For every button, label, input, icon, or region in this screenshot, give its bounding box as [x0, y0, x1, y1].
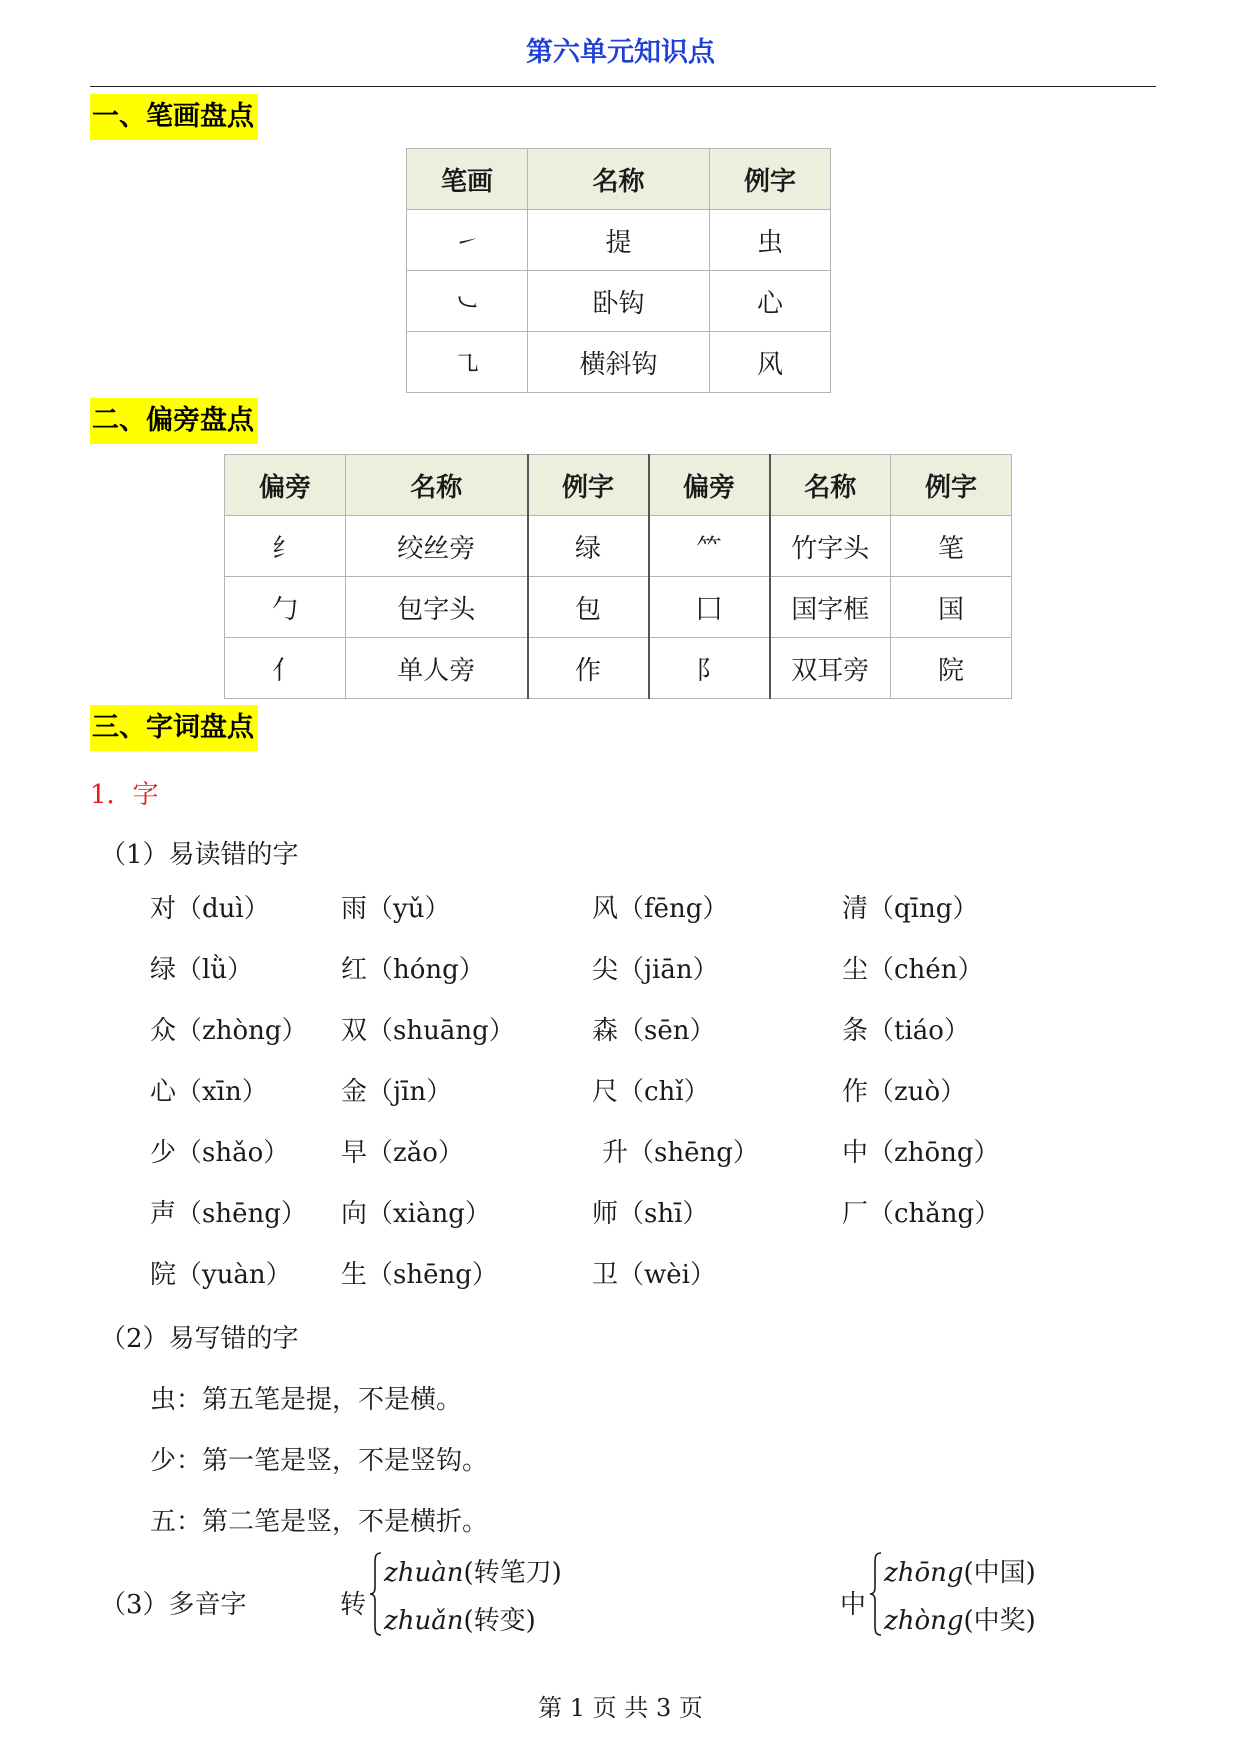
radical-cell: ⺮	[649, 516, 770, 577]
pinyin-entry: 清（qīng）	[842, 894, 979, 924]
writing-note: 少：第一笔是竖，不是竖钩。	[150, 1446, 489, 1476]
radical-cell: 囗	[649, 577, 770, 638]
pinyin-entry: 生（shēng）	[341, 1260, 498, 1290]
table-row	[407, 332, 831, 393]
section-heading-words: 三、字词盘点	[90, 705, 258, 751]
writing-note: 五：第二笔是竖，不是横折。	[150, 1507, 489, 1537]
stroke-name-cell: 横斜钩	[528, 332, 710, 393]
section-heading-strokes: 一、笔画盘点	[90, 94, 258, 140]
easy-read-title: （1）易读错的字	[100, 840, 299, 870]
pinyin-entry: 卫（wèi）	[592, 1260, 716, 1290]
example-char-cell: 作	[528, 638, 649, 699]
list-item	[150, 1254, 1050, 1315]
radical-name-cell: 国字框	[770, 577, 891, 638]
header-divider	[90, 86, 1156, 87]
radical-cell: 勹	[225, 577, 346, 638]
pinyin: zhuǎn	[384, 1606, 464, 1636]
pinyin-entry: 对（duì）	[150, 894, 270, 924]
easy-read-grid	[150, 888, 1050, 1315]
example-char-cell: 虫	[710, 210, 831, 271]
pinyin-entry: 升（shēng）	[602, 1138, 759, 1168]
pinyin-entry: 条（tiáo）	[842, 1016, 970, 1046]
pinyin-entry: 森（sēn）	[592, 1016, 716, 1046]
column-header: 例字	[528, 455, 649, 516]
table-header-row	[225, 455, 1012, 516]
table-row	[225, 516, 1012, 577]
pinyin-entry: 尺（chǐ）	[592, 1077, 710, 1107]
radicals-table	[224, 454, 1012, 699]
table-row	[225, 577, 1012, 638]
example-char-cell: 绿	[528, 516, 649, 577]
page-title: 第六单元知识点	[526, 37, 715, 68]
list-item	[150, 1010, 1050, 1071]
polyphonic-title: （3）多音字	[100, 1590, 247, 1620]
example-word: (转变)	[463, 1606, 536, 1636]
pinyin-entry: 院（yuàn）	[150, 1260, 292, 1290]
radical-cell: 亻	[225, 638, 346, 699]
pinyin-entry: 向（xiàng）	[341, 1199, 491, 1229]
pinyin: zhōng	[884, 1558, 964, 1588]
strokes-table	[406, 148, 831, 393]
example-char-cell: 院	[891, 638, 1012, 699]
pinyin-entry: 少（shǎo）	[150, 1138, 290, 1168]
example-char-cell: 包	[528, 577, 649, 638]
pinyin: zhòng	[884, 1606, 964, 1636]
list-item	[150, 1132, 1050, 1193]
reading-line	[884, 1552, 1036, 1589]
example-word: (中国)	[963, 1558, 1036, 1588]
pinyin-entry: 厂（chǎng）	[842, 1199, 1001, 1229]
column-header: 名称	[770, 455, 891, 516]
example-char-cell: 笔	[891, 516, 1012, 577]
brace-icon	[370, 1552, 382, 1636]
list-item	[150, 1193, 1050, 1254]
column-header: 例字	[891, 455, 1012, 516]
column-header: 偏旁	[649, 455, 770, 516]
pinyin-entry: 雨（yǔ）	[341, 894, 451, 924]
reading-line	[884, 1600, 1036, 1637]
column-header: 笔画	[407, 149, 528, 210]
stroke-name-cell: 提	[528, 210, 710, 271]
radical-name-cell: 绞丝旁	[346, 516, 528, 577]
stroke-name-cell: 卧钩	[528, 271, 710, 332]
list-item	[150, 1071, 1050, 1132]
column-header: 名称	[346, 455, 528, 516]
column-header: 例字	[710, 149, 831, 210]
example-char-cell: 国	[891, 577, 1012, 638]
stroke-cell: ㇀	[407, 210, 528, 271]
pinyin-entry: 早（zǎo）	[341, 1138, 464, 1168]
pinyin-entry: 红（hóng）	[341, 955, 485, 985]
pinyin-entry: 声（shēng）	[150, 1199, 307, 1229]
example-char-cell: 心	[710, 271, 831, 332]
reading-line	[384, 1552, 562, 1589]
table-row	[407, 271, 831, 332]
pinyin-entry: 尖（jiān）	[592, 955, 719, 985]
pinyin-entry: 双（shuāng）	[341, 1016, 515, 1046]
pinyin-entry: 中（zhōng）	[842, 1138, 1000, 1168]
radical-name-cell: 单人旁	[346, 638, 528, 699]
column-header: 偏旁	[225, 455, 346, 516]
example-char-cell: 风	[710, 332, 831, 393]
polyphonic-char: 中	[840, 1590, 867, 1620]
easy-write-title: （2）易写错的字	[100, 1324, 299, 1354]
pinyin-entry: 作（zuò）	[842, 1077, 967, 1107]
example-word: (中奖)	[963, 1606, 1036, 1636]
page-number: 第 1 页 共 3 页	[538, 1694, 703, 1722]
pinyin-entry: 师（shī）	[592, 1199, 709, 1229]
pinyin-entry: 心（xīn）	[150, 1077, 268, 1107]
radical-name-cell: 包字头	[346, 577, 528, 638]
subheading-characters: 1．字	[90, 780, 159, 810]
writing-note: 虫：第五笔是提，不是横。	[150, 1385, 463, 1415]
polyphonic-char: 转	[340, 1590, 367, 1620]
table-row	[225, 638, 1012, 699]
radical-name-cell: 双耳旁	[770, 638, 891, 699]
table-header-row	[407, 149, 831, 210]
column-header: 名称	[528, 149, 710, 210]
pinyin-entry: 风（fēng）	[592, 894, 729, 924]
pinyin-entry: 众（zhòng）	[150, 1016, 308, 1046]
example-word: (转笔刀)	[463, 1558, 562, 1588]
pinyin-entry: 绿（lǜ）	[150, 955, 254, 985]
table-row	[407, 210, 831, 271]
stroke-cell: ㇃	[407, 271, 528, 332]
pinyin: zhuàn	[384, 1558, 464, 1588]
pinyin-entry: 金（jīn）	[341, 1077, 453, 1107]
brace-icon	[870, 1552, 882, 1636]
list-item	[150, 949, 1050, 1010]
radical-name-cell: 竹字头	[770, 516, 891, 577]
pinyin-entry: 尘（chén）	[842, 955, 984, 985]
section-heading-radicals: 二、偏旁盘点	[90, 398, 258, 444]
stroke-cell: ㇈	[407, 332, 528, 393]
reading-line	[384, 1600, 536, 1637]
radical-cell: 纟	[225, 516, 346, 577]
radical-cell: 阝	[649, 638, 770, 699]
list-item	[150, 888, 1050, 949]
